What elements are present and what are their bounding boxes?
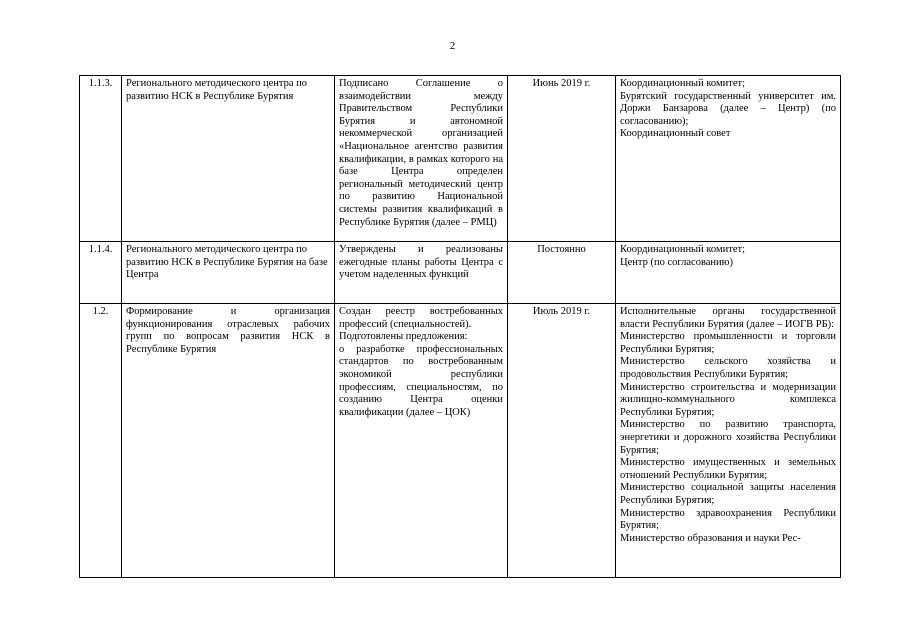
executor-line: Министерство сельского хозяйства и продовольствия Республики Бурятия; (620, 356, 836, 380)
executor-line: Министерство имущественных и земельных отношений Республики Бурятия; (620, 457, 836, 481)
table-row (80, 76, 841, 242)
result-line: Создан реестр востребованных профессий (специальностей). (339, 306, 503, 330)
executor-line: Исполнительные органы государственной власти Республики Бурятия (далее – ИОГВ РБ): (620, 306, 836, 330)
executor-line: Координационный комитет; (620, 244, 745, 255)
table-row (80, 242, 841, 304)
executor-line: Координационный комитет; (620, 78, 745, 89)
executor-line: Министерство по развитию транспорта, энергетики и дорожного хозяйства Республики Бурятия; (620, 419, 836, 456)
table-row (80, 304, 841, 578)
event-cell: Регионального методического центра по развитию НСК в Республике Бурятия (122, 76, 335, 242)
item-number: 1.2. (80, 304, 122, 578)
result-cell: Утверждены и реализованы ежегодные планы работы Центра с учетом наделенных функций (335, 242, 508, 304)
executors-cell (616, 304, 841, 578)
result-line: о разработке профессиональных стандартов по востребованным экономикой республики профессиям, специальностям, по созданию Центра оценки квалификации (далее – ЦОК) (339, 343, 503, 418)
executor-line: Центр (по согласованию) (620, 256, 733, 268)
event-cell: Формирование и организация функционирования отраслевых рабочих групп по вопросам развития НСК в Республике Бурятия (122, 304, 335, 578)
executors-cell (616, 76, 841, 242)
event-cell: Регионального методического центра по развитию НСК в Республике Бурятия на базе Центра (122, 242, 335, 304)
result-cell: Подписано Соглашение о взаимодействии между Правительством Республики Бурятия и автономной некоммерческой организацией «Национальное агентство развития квалификации, в рамках которого на базе Центра определен региональный методический центр по развитию Национальной системы развития квалификаций в Республике Бурятия (далее – РМЦ) (335, 76, 508, 242)
executor-line: Министерство строительства и модернизации жилищно-коммунального комплекса Республики Бурятия; (620, 381, 836, 418)
item-number: 1.1.3. (80, 76, 122, 242)
executor-line: Министерство промышленности и торговли Республики Бурятия; (620, 331, 836, 355)
result-cell (335, 304, 508, 578)
executor-line: Министерство здравоохранения Республики Бурятия; (620, 507, 836, 532)
executor-line: Бурятский государственный университет им. Доржи Банзарова (далее – Центр) (по согласованию); (620, 90, 836, 127)
executor-line: Министерство социальной защиты населения Республики Бурятия; (620, 482, 836, 506)
term-cell: Постоянно (508, 242, 616, 304)
term-cell: Июнь 2019 г. (508, 76, 616, 242)
result-line: Подготовлены предложения: (339, 331, 468, 343)
executors-cell (616, 242, 841, 304)
action-plan-table (79, 75, 841, 578)
item-number: 1.1.4. (80, 242, 122, 304)
executor-line: Министерство образования и науки Рес- (620, 532, 801, 544)
page-number: 2 (449, 40, 456, 52)
term-cell: Июль 2019 г. (508, 304, 616, 578)
executor-line: Координационный совет (620, 128, 731, 140)
